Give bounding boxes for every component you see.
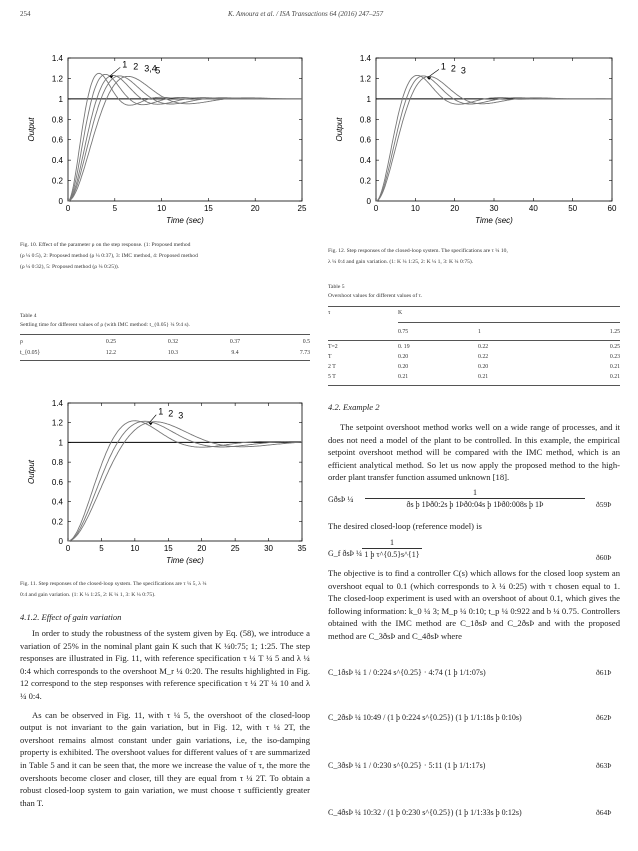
x-tick-label: 25 [297, 204, 307, 213]
table-4-top-rule [20, 334, 310, 335]
series-annotation: 3 [178, 410, 184, 421]
x-tick-label: 0 [65, 544, 71, 553]
y-tick-label: 1 [58, 438, 63, 448]
y-tick-label: 1 [366, 94, 371, 104]
table-cell: 9.4 [231, 349, 239, 356]
y-tick-label: 0.8 [51, 115, 63, 125]
figure-11-chart [20, 395, 310, 575]
series-annotation: 3 [460, 65, 466, 76]
equation-60-number: ð60Þ [596, 553, 612, 562]
table-cell: 0.21 [609, 374, 620, 380]
right-body-text-3 [328, 567, 620, 643]
table-cell: T [328, 354, 332, 360]
figure-12-chart [328, 50, 620, 235]
table-cell: 0.22 [478, 354, 489, 360]
table-cell: 0.25 [609, 344, 620, 350]
figure-10-chart [20, 50, 310, 235]
series-annotation: 1 [440, 61, 446, 72]
equation-63: C_3ðsÞ ¼ 1 / 0:230 s^{0.25} · 5:11 (1 þ 1/1:17s) [328, 761, 486, 770]
y-tick-label: 0.4 [51, 497, 63, 507]
y-tick-label: 0.4 [359, 156, 371, 166]
y-tick-label: 0 [58, 537, 63, 546]
x-tick-label: 0 [65, 204, 71, 213]
table-row [328, 352, 620, 362]
y-tick-label: 0 [366, 197, 371, 206]
series-annotation: 2 [168, 408, 174, 419]
y-axis-label: Output [335, 117, 344, 142]
table-5-top-rule [328, 306, 620, 307]
y-tick-label: 1 [58, 94, 63, 104]
paragraph: As can be observed in Fig. 11, with τ ¼ 5, the overshoot of the closed-loop output is not invariant to the gain variation, but in Fig. 12, with τ ¼ 2T, the overshoot remains almost constant under gain variations, i.e, the iso-damping property is exhibited. The overshoot values for different values of τ are summarized in Table 5 and it can be seen that, the more we increase the value of τ, the more the overshoots become closer and closer, till they are equal from τ ¼ 2T. To obtain a robust closed-loop system to gain variation, we must choose τ sufficiently greater than T. [20, 709, 310, 808]
table-cell: 0.22 [478, 344, 489, 350]
x-tick-label: 10 [410, 204, 420, 213]
right-body-text-2 [328, 520, 620, 533]
equation-59-fraction [365, 488, 585, 509]
x-axis-label: Time (sec) [475, 216, 513, 225]
y-tick-label: 0.6 [51, 135, 63, 145]
y-tick-label: 0.6 [51, 477, 63, 487]
equation-59-lhs: GðsÞ ¼ [328, 495, 354, 504]
table-cell: 0.20 [478, 364, 489, 370]
page-number: 254 [20, 10, 31, 18]
y-tick-label: 0.4 [51, 156, 63, 166]
plot-frame [68, 58, 302, 201]
x-tick-label: 30 [264, 544, 274, 553]
y-tick-label: 0.2 [51, 517, 63, 527]
y-tick-label: 0.6 [359, 135, 371, 145]
caption-line: λ ¼ 0:4 and gain variation. (1: K ¼ 1:25, 2: K ¼ 1, 3: K ¼ 0:75). [328, 259, 474, 265]
figure-12 [328, 50, 620, 235]
caption-line: 0:4 and gain variation. (1: K ¼ 1:25, 2: K ¼ 1, 3: K ¼ 0:75). [20, 592, 156, 598]
y-tick-label: 1.2 [51, 74, 63, 84]
paragraph: The desired closed-loop (reference model) is [328, 521, 482, 531]
x-tick-label: 20 [250, 204, 260, 213]
table-cell: 12.2 [105, 349, 117, 356]
table-cell: 0.25 [105, 338, 117, 345]
y-tick-label: 0 [58, 197, 63, 206]
equation-64: C_4ðsÞ ¼ 10:32 / (1 þ 0:230 s^{0.25}) (1 þ 1/1:33s þ 0:12s) [328, 808, 522, 817]
plot-frame [376, 58, 612, 201]
x-tick-label: 20 [197, 544, 207, 553]
x-tick-label: 10 [130, 544, 140, 553]
equation-63-number: ð63Þ [596, 761, 612, 770]
table-cell: 0.21 [398, 374, 409, 380]
table-cell: T=2 [328, 344, 338, 350]
table-5-tau-header: τ [328, 310, 331, 316]
y-tick-label: 0.8 [51, 458, 63, 468]
right-body-text-1 [328, 421, 620, 490]
table-cell: 0.21 [478, 374, 489, 380]
table-5-header-rule [328, 340, 620, 341]
equation-61-number: ð61Þ [596, 668, 612, 677]
section-heading-4-1-2: 4.1.2. Effect of gain variation [20, 612, 122, 622]
table-5-body [328, 342, 620, 382]
table-cell: 2 T [328, 364, 336, 370]
y-tick-label: 0.2 [359, 176, 371, 186]
section-heading-4-2: 4.2. Example 2 [328, 402, 380, 412]
table-5-bottom-rule [328, 385, 620, 386]
x-tick-label: 15 [163, 544, 173, 553]
y-tick-label: 1.4 [51, 399, 63, 408]
x-tick-label: 60 [607, 204, 617, 213]
figure-11-caption [20, 579, 310, 601]
table-cell: 7.73 [299, 349, 310, 356]
series-annotation: 2 [133, 61, 139, 72]
x-tick-label: 5 [99, 544, 104, 553]
x-axis-label: Time (sec) [166, 216, 204, 225]
equation-numerator: 1 [390, 538, 394, 547]
equation-61: C_1ðsÞ ¼ 1 / 0:224 s^{0.25} · 4:74 (1 þ 1/1:07s) [328, 668, 486, 677]
x-tick-label: 10 [157, 204, 167, 213]
table-cell: 0.5 [302, 338, 310, 345]
equation-62-number: ð62Þ [596, 713, 612, 722]
y-axis-label: Output [27, 117, 36, 142]
equation-60-lhs: G_f ðsÞ ¼ [328, 549, 363, 558]
table-cell: 10.3 [167, 349, 179, 356]
paragraph: The setpoint overshoot method works well on a wide range of processes, and it does not need a model of the plant to be controlled. In this example, the empirical setpoint overshoot method will be compared with the IMC method, which is an efficient analytical method. So let us now apply the proposed method to the high-order plant transfer function assumed unknown [18]. [328, 422, 620, 483]
figure-10 [20, 50, 310, 235]
paragraph: In order to study the robustness of the system given by Eq. (58), we introduce a variation of 25% in the nominal plant gain K such that K ¼0:75; 1; 1:25. The step responses are illustrated in Fig. 11, with reference specification τ ¼ T ¼ 5 and λ ¼ 0:4 which corresponds to the overshoot M_r ¼ 0:20. The results highlighted in Fig. 12 correspond to the step responses with reference specification τ ¼ 2T ¼ 10 and λ ¼ 0:4. [20, 628, 310, 701]
table-cell: 0. 19 [398, 344, 410, 350]
table-4 [20, 336, 310, 358]
table-4-title: Settling time for different values of ρ (with IMC method: t_{0.05} ¼ 9:4 s). [20, 322, 190, 328]
equation-59-number: ð59Þ [596, 500, 612, 509]
x-tick-label: 5 [112, 204, 118, 213]
equation-60-fraction [362, 538, 422, 559]
equation-numerator: 1 [473, 488, 477, 497]
table-5-mid-rule [398, 322, 620, 323]
table-4-bottom-rule [20, 360, 310, 361]
y-tick-label: 1.4 [359, 54, 371, 63]
table-cell: 0.23 [609, 354, 620, 360]
equation-denominator: ðs þ 1Þð0:2s þ 1Þð0:04s þ 1Þð0:008s þ 1Þ [365, 498, 585, 509]
y-tick-label: 0.2 [51, 176, 63, 186]
x-axis-label: Time (sec) [166, 556, 204, 565]
table-4-label: Table 4 [20, 313, 37, 319]
table-row [328, 362, 620, 372]
x-tick-label: 50 [568, 204, 578, 213]
series-annotation: 1 [122, 59, 128, 70]
left-body-text [20, 627, 310, 815]
x-tick-label: 25 [230, 544, 240, 553]
series-annotation: 3,4 [144, 63, 157, 74]
caption-line: (ρ ¼ 0:32), 5: Proposed method (ρ ¼ 0:25)). [20, 264, 120, 270]
table-cell: ρ [20, 338, 23, 345]
paragraph: The objective is to find a controller C(s) which allows for the closed loop system an overshoot equal to 0.1 (which corresponds to λ ¼ 0:25) with τ chosen equal to 1. The closed-loop experiment is used with an overshoot of about 0.1, which gives the following information: k_0 ¼ 3; M_p ¼ 0:10; t_p ¼ 0:922 and b ¼ 0.75. Controllers obtained with the IMC method are C_1ðsÞ and C_2ðsÞ and with the proposed method are C_3ðsÞ and C_4ðsÞ where [328, 568, 620, 641]
x-tick-label: 35 [297, 544, 307, 553]
equation-denominator: 1 þ τ^{0.5}s^{1} [362, 548, 422, 559]
table-cell: 0.20 [398, 354, 409, 360]
table-row [328, 342, 620, 352]
series-annotation: 1 [158, 406, 164, 417]
table-5-label: Table 5 [328, 284, 345, 290]
y-tick-label: 0.8 [359, 115, 371, 125]
y-tick-label: 1.4 [51, 54, 63, 63]
equation-62: C_2ðsÞ ¼ 10:49 / (1 þ 0:224 s^{0.25}) (1 þ 1/1:18s þ 0:10s) [328, 713, 522, 722]
caption-line: Fig. 10. Effect of the parameter ρ on the step response. (1: Proposed method [20, 242, 191, 248]
table-cell: 0.32 [167, 338, 179, 345]
table-cell: 0.20 [398, 364, 409, 370]
series-annotation: 2 [450, 63, 456, 74]
table-row [20, 347, 310, 358]
table-cell: 1.25 [609, 329, 620, 335]
table-cell: 5 T [328, 374, 336, 380]
x-tick-label: 0 [373, 204, 379, 213]
table-5-K-header: K [398, 310, 403, 316]
y-tick-label: 1.2 [51, 418, 63, 428]
table-5-title: Overshoot values for different values of τ. [328, 293, 423, 299]
series-annotation: 5 [155, 65, 161, 76]
x-tick-label: 40 [528, 204, 538, 213]
running-title: K. Amoura et al. / ISA Transactions 64 (2016) 247–257 [228, 10, 384, 18]
table-cell: t_{0.05} [20, 349, 41, 356]
table-cell: 1 [478, 329, 481, 335]
x-tick-label: 20 [450, 204, 460, 213]
table-row [328, 372, 620, 382]
table-cell: 0.21 [609, 364, 620, 370]
figure-10-caption [20, 240, 310, 273]
table-5 [328, 326, 620, 338]
caption-line: Fig. 12. Step responses of the closed-loop system. The specifications are τ ¼ 10, [328, 248, 508, 254]
y-tick-label: 1.2 [359, 74, 371, 84]
equation-64-number: ð64Þ [596, 808, 612, 817]
table-row [20, 336, 310, 347]
caption-line: Fig. 11. Step responses of the closed-loop system. The specifications are τ ¼ 5, λ ¼ [20, 581, 207, 587]
table-cell: 0.37 [229, 338, 241, 345]
caption-line: (ρ ¼ 0:5), 2: Proposed method (ρ ¼ 0:37), 3: IMC method, 4: Proposed method [20, 253, 198, 259]
table-row [328, 326, 620, 338]
figure-12-caption [328, 246, 620, 268]
table-cell: 0.75 [398, 329, 409, 335]
x-tick-label: 30 [489, 204, 499, 213]
x-tick-label: 15 [203, 204, 213, 213]
y-axis-label: Output [27, 459, 36, 485]
figure-11 [20, 395, 310, 575]
